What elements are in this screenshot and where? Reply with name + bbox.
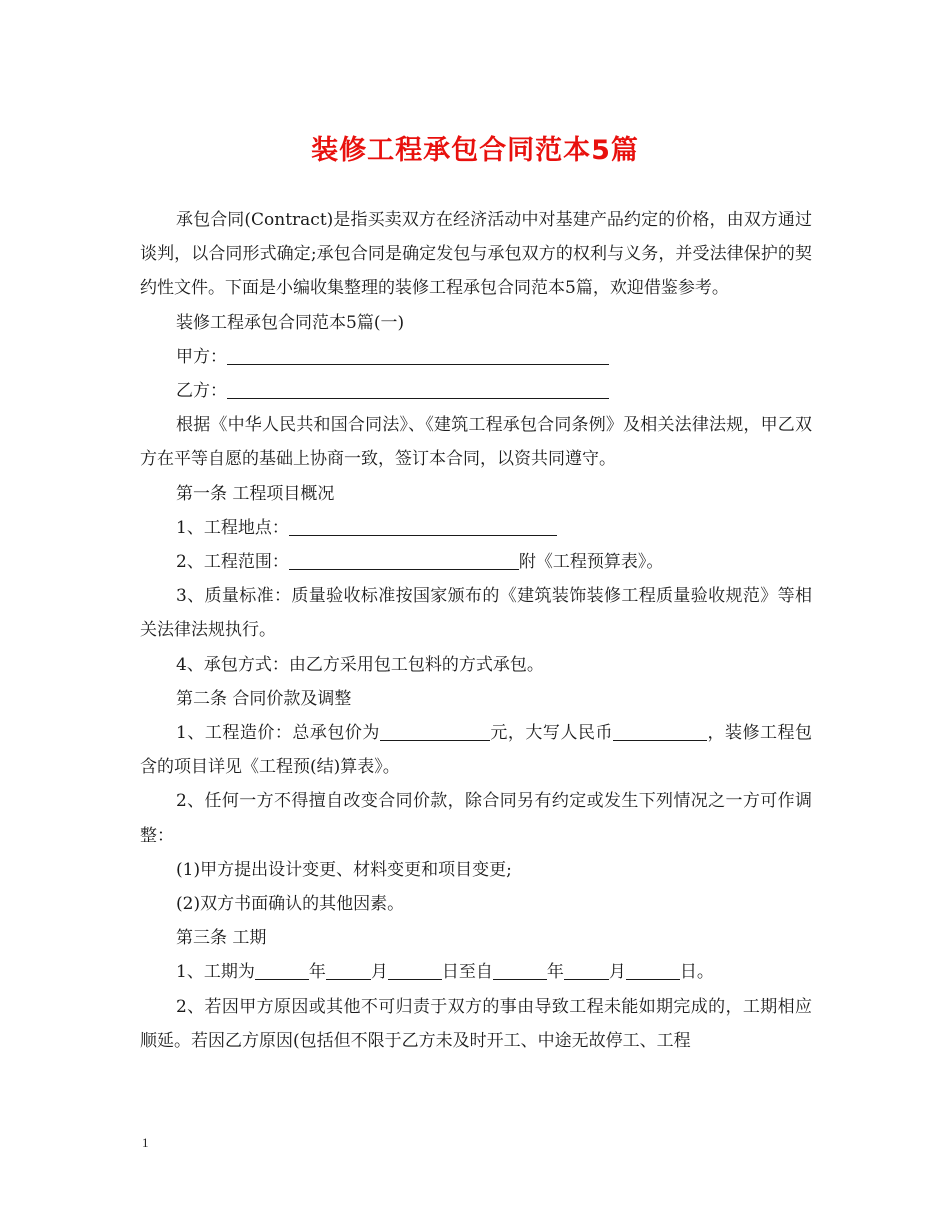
price-words-blank xyxy=(613,723,707,741)
end-year-blank xyxy=(493,962,547,980)
location-line: 1、工程地点： xyxy=(140,511,812,545)
article-2-heading: 第二条 合同价款及调整 xyxy=(176,688,352,709)
article-1-heading: 第一条 工程项目概况 xyxy=(176,483,335,504)
document-body xyxy=(140,203,812,1058)
delay-paragraph: 2、若因甲方原因或其他不可归责于双方的事由导致工程未能如期完成的，工期相应顺延。若因乙方原因(包括但不限于乙方未及时开工、中途无故停工、工程 xyxy=(140,996,812,1051)
scope-blank xyxy=(289,552,519,570)
scope-line: 2、工程范围： 附《工程预算表》。 xyxy=(176,552,664,573)
schedule-line: 1、工期为 年 月 日至自 年 月 日。 xyxy=(176,962,714,983)
page-number: 1 xyxy=(142,1135,149,1150)
article-3-heading: 第三条 工期 xyxy=(176,928,267,949)
adjustment-paragraph: 2、任何一方不得擅自改变合同价款，除合同另有约定或发生下列情况之一方可作调整： xyxy=(140,791,812,846)
start-month-blank xyxy=(326,962,371,980)
party-b-blank xyxy=(227,381,609,399)
location-blank xyxy=(289,518,557,536)
adjustment-item-2: (2)双方书面确认的其他因素。 xyxy=(176,894,405,915)
party-a-blank xyxy=(227,347,609,365)
section-heading: 装修工程承包合同范本5篇(一) xyxy=(176,312,405,333)
end-day-blank xyxy=(626,962,680,980)
intro-paragraph: 承包合同(Contract)是指买卖双方在经济活动中对基建产品约定的价格，由双方通过谈判，以合同形式确定;承包合同是确定发包与承包双方的权利与义务，并受法律保护的契约性文件。下面是小编收集整理的装修工程承包合同范本5篇，欢迎借鉴参考。 xyxy=(140,210,812,299)
start-year-blank xyxy=(255,962,309,980)
mode-line: 4、承包方式：由乙方采用包工包料的方式承包。 xyxy=(176,654,544,675)
price-blank xyxy=(380,723,490,741)
party-b-line: 乙方： xyxy=(140,374,812,408)
quality-paragraph: 3、质量标准：质量验收标准按国家颁布的《建筑装饰装修工程质量验收规范》等相关法律法规执行。 xyxy=(140,586,812,641)
adjustment-item-1: (1)甲方提出设计变更、材料变更和项目变更; xyxy=(176,859,512,880)
price-paragraph: 1、工程造价：总承包价为 元，大写人民币 ，装修工程包含的项目详见《工程预(结)算表》。 xyxy=(140,723,813,778)
document-title: 装修工程承包合同范本5篇 xyxy=(311,135,639,166)
end-month-blank xyxy=(564,962,609,980)
party-a-line: 甲方： xyxy=(140,340,812,374)
basis-paragraph: 根据《中华人民共和国合同法》、《建筑工程承包合同条例》及相关法律法规，甲乙双方在平等自愿的基础上协商一致，签订本合同，以资共同遵守。 xyxy=(140,415,812,470)
start-day-blank xyxy=(388,962,442,980)
